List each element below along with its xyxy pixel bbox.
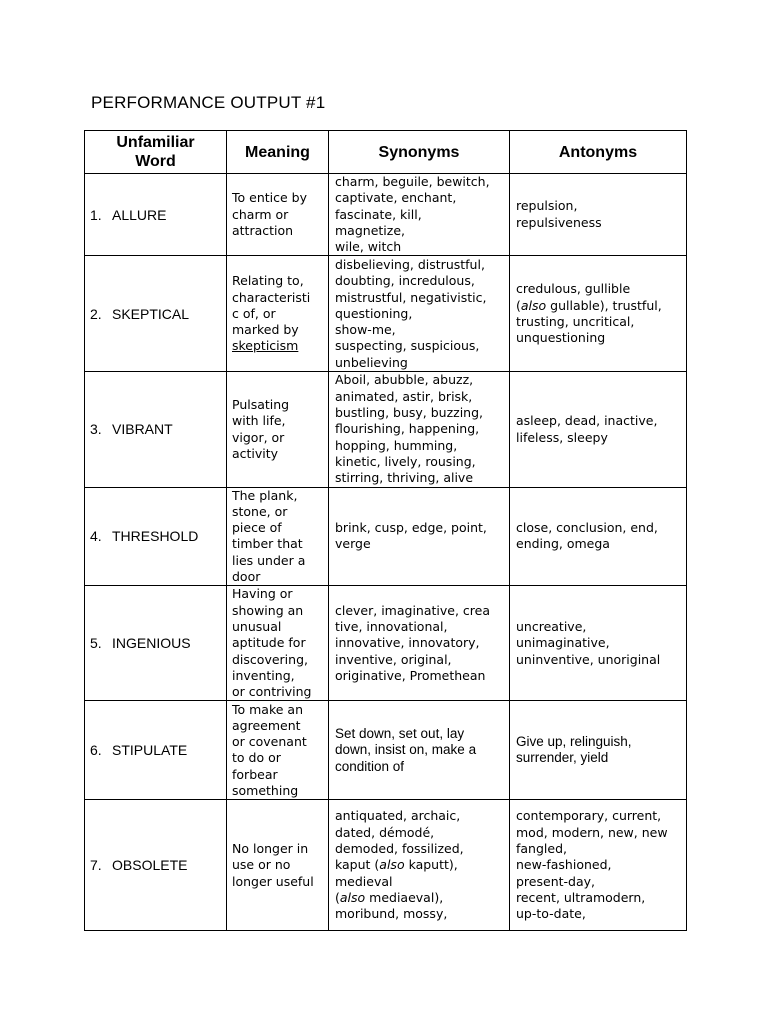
meaning-line: inventing, <box>232 667 295 683</box>
synonyms-cell <box>329 586 510 701</box>
meaning-line: something <box>232 783 299 799</box>
synonyms-text: kaput ( <box>335 857 380 873</box>
synonyms-line: inventive, original, <box>335 651 452 667</box>
meaning-line: Pulsating <box>232 396 290 412</box>
row-number: 4. <box>90 528 102 545</box>
meaning-line: use or no <box>232 857 291 873</box>
synonyms-line: doubting, incredulous, <box>335 273 475 289</box>
word-cell <box>85 800 227 931</box>
meaning-cell <box>227 800 329 931</box>
word-text: SKEPTICAL <box>112 305 190 322</box>
meaning-line: or contriving <box>232 684 312 700</box>
word-text: ALLURE <box>112 206 167 223</box>
row-number: 5. <box>90 635 102 652</box>
synonyms-line: fascinate, kill, <box>335 206 422 222</box>
vocabulary-table <box>84 130 687 931</box>
row-number: 3. <box>90 421 102 438</box>
header-word-line1: Unfamiliar <box>116 134 195 151</box>
table-row <box>85 701 687 800</box>
synonyms-line: dated, démodé, <box>335 824 435 840</box>
synonyms-line: bustling, busy, buzzing, <box>335 405 484 421</box>
meaning-line: lies under a <box>232 552 306 568</box>
meaning-line: The plank, <box>232 487 298 503</box>
antonyms-cell <box>510 701 687 800</box>
row-number: 6. <box>90 742 102 759</box>
antonyms-line: fangled, <box>516 840 567 856</box>
header-row <box>85 131 687 174</box>
synonyms-line: tive, innovational, <box>335 618 448 634</box>
synonyms-line: mistrustful, negativistic, <box>335 289 487 305</box>
meaning-cell <box>227 372 329 487</box>
synonyms-paren: ( <box>335 889 340 905</box>
synonyms-line: magnetize, <box>335 222 405 238</box>
page-title: PERFORMANCE OUTPUT #1 <box>91 93 326 112</box>
antonyms-line: close, conclusion, end, <box>516 520 658 536</box>
synonyms-cell <box>329 372 510 487</box>
table-row <box>85 174 687 256</box>
row-number: 2. <box>90 305 102 322</box>
synonyms-line: brink, cusp, edge, point, <box>335 520 487 536</box>
antonyms-line: recent, ultramodern, <box>516 889 646 905</box>
meaning-line: or covenant <box>232 734 307 750</box>
synonyms-line: originative, Promethean <box>335 667 486 683</box>
antonyms-line: asleep, dead, inactive, <box>516 413 658 429</box>
synonyms-text: mediaeval), <box>365 889 444 905</box>
synonyms-line: condition of <box>335 758 405 774</box>
synonyms-italic-also: also <box>339 889 366 905</box>
synonyms-line: charm, beguile, bewitch, <box>335 174 490 189</box>
meaning-line: attraction <box>232 222 294 238</box>
synonyms-text: kaputt), <box>404 857 458 873</box>
synonyms-line: suspecting, suspicious, <box>335 338 480 354</box>
header-synonyms: Synonyms <box>329 131 510 174</box>
synonyms-line: wile, witch <box>335 239 402 255</box>
meaning-line: charm or <box>232 206 289 222</box>
antonyms-line <box>516 298 680 314</box>
meaning-line: c of, or <box>232 305 276 321</box>
table-row <box>85 487 687 586</box>
header-unfamiliar-word <box>85 131 227 174</box>
table-row <box>85 372 687 487</box>
row-number: 7. <box>90 857 102 874</box>
antonyms-line: new-fashioned, <box>516 857 612 873</box>
meaning-line: vigor, or <box>232 429 285 445</box>
antonyms-line: credulous, gullible <box>516 281 631 297</box>
synonyms-line: moribund, mossy, <box>335 906 448 922</box>
antonyms-cell <box>510 800 687 931</box>
antonyms-line: repulsiveness <box>516 214 602 230</box>
synonyms-line: kinetic, lively, rousing, <box>335 453 476 469</box>
synonyms-line: animated, astir, brisk, <box>335 388 473 404</box>
synonyms-line: show-me, <box>335 322 396 338</box>
synonyms-line: down, insist on, make a <box>335 742 477 758</box>
meaning-line: To entice by <box>232 190 307 206</box>
antonyms-line: surrender, yield <box>516 750 609 766</box>
word-cell <box>85 372 227 487</box>
header-antonyms: Antonyms <box>510 131 687 174</box>
word-text: VIBRANT <box>112 421 173 438</box>
meaning-line: stone, or <box>232 503 288 519</box>
synonyms-line: antiquated, archaic, <box>335 808 461 824</box>
synonyms-line: medieval <box>335 873 393 889</box>
synonyms-line: Aboil, abubble, abuzz, <box>335 372 474 388</box>
word-text: OBSOLETE <box>112 857 188 874</box>
meaning-line: Relating to, <box>232 273 304 289</box>
antonyms-line: present-day, <box>516 873 595 889</box>
antonyms-cell <box>510 586 687 701</box>
antonyms-cell <box>510 487 687 586</box>
synonyms-line: flourishing, happening, <box>335 421 480 437</box>
word-cell <box>85 701 227 800</box>
antonyms-cell <box>510 256 687 372</box>
word-text: INGENIOUS <box>112 635 191 652</box>
synonyms-cell <box>329 174 510 256</box>
synonyms-line: verge <box>335 536 371 552</box>
meaning-line: No longer in <box>232 840 309 856</box>
antonyms-line: contemporary, current, <box>516 808 662 824</box>
meaning-line: timber that <box>232 536 303 552</box>
word-text: STIPULATE <box>112 742 188 759</box>
meaning-line: aptitude for <box>232 635 306 651</box>
meaning-line: unusual <box>232 618 282 634</box>
meaning-cell <box>227 256 329 372</box>
synonyms-line: captivate, enchant, <box>335 190 457 206</box>
synonyms-line: unbelieving <box>335 354 408 370</box>
meaning-line: longer useful <box>232 873 314 889</box>
table-row <box>85 586 687 701</box>
meaning-line: activity <box>232 445 279 461</box>
antonyms-line: repulsion, <box>516 198 578 214</box>
meaning-line: piece of <box>232 520 282 536</box>
antonyms-line: unimaginative, <box>516 635 610 651</box>
antonyms-text: gullable), trustful, <box>546 297 662 313</box>
synonyms-line: demoded, fossilized, <box>335 840 464 856</box>
antonyms-line: ending, omega <box>516 536 610 552</box>
meaning-line: agreement <box>232 717 301 733</box>
synonyms-line: Set down, set out, lay <box>335 725 465 741</box>
synonyms-cell <box>329 800 510 931</box>
antonyms-line: uncreative, <box>516 618 587 634</box>
meaning-cell <box>227 586 329 701</box>
word-cell <box>85 256 227 372</box>
word-text: THRESHOLD <box>112 528 199 545</box>
meaning-cell <box>227 701 329 800</box>
meaning-line: door <box>232 569 261 585</box>
antonyms-cell <box>510 174 687 256</box>
synonyms-line <box>335 890 503 906</box>
antonyms-line: mod, modern, new, new <box>516 824 668 840</box>
synonyms-line: disbelieving, distrustful, <box>335 256 485 272</box>
synonyms-line <box>335 857 503 873</box>
synonyms-cell <box>329 487 510 586</box>
meaning-line: To make an <box>232 701 304 717</box>
antonyms-paren: ( <box>516 297 521 313</box>
antonyms-cell <box>510 372 687 487</box>
header-meaning: Meaning <box>227 131 329 174</box>
antonyms-italic-also: also <box>520 297 547 313</box>
antonyms-line: Give up, relinguish, <box>516 734 632 750</box>
table-row <box>85 800 687 931</box>
meaning-cell <box>227 487 329 586</box>
meaning-underlined-term: skepticism <box>232 338 299 354</box>
table-row <box>85 256 687 372</box>
meaning-line: discovering, <box>232 651 308 667</box>
antonyms-line: up-to-date, <box>516 906 586 922</box>
synonyms-line: stirring, thriving, alive <box>335 470 474 486</box>
word-cell <box>85 174 227 256</box>
synonyms-line: clever, imaginative, crea <box>335 602 491 618</box>
meaning-line: to do or <box>232 750 281 766</box>
word-cell <box>85 487 227 586</box>
meaning-line: forbear <box>232 766 278 782</box>
word-cell <box>85 586 227 701</box>
antonyms-line: lifeless, sleepy <box>516 429 608 445</box>
row-number: 1. <box>90 206 102 223</box>
antonyms-line: uninventive, unoriginal <box>516 651 661 667</box>
antonyms-line: trusting, uncritical, <box>516 313 635 329</box>
meaning-line: Having or <box>232 586 293 602</box>
synonyms-line: hopping, humming, <box>335 437 458 453</box>
synonyms-cell <box>329 256 510 372</box>
meaning-line: characteristi <box>232 289 311 305</box>
antonyms-line: unquestioning <box>516 330 606 346</box>
synonyms-line: questioning, <box>335 305 413 321</box>
meaning-cell <box>227 174 329 256</box>
synonyms-cell <box>329 701 510 800</box>
meaning-line: marked by <box>232 322 299 338</box>
meaning-line: showing an <box>232 602 304 618</box>
meaning-line: with life, <box>232 413 286 429</box>
synonyms-line: innovative, innovatory, <box>335 635 480 651</box>
synonyms-italic-also: also <box>379 857 405 873</box>
header-word-line2: Word <box>135 153 176 170</box>
